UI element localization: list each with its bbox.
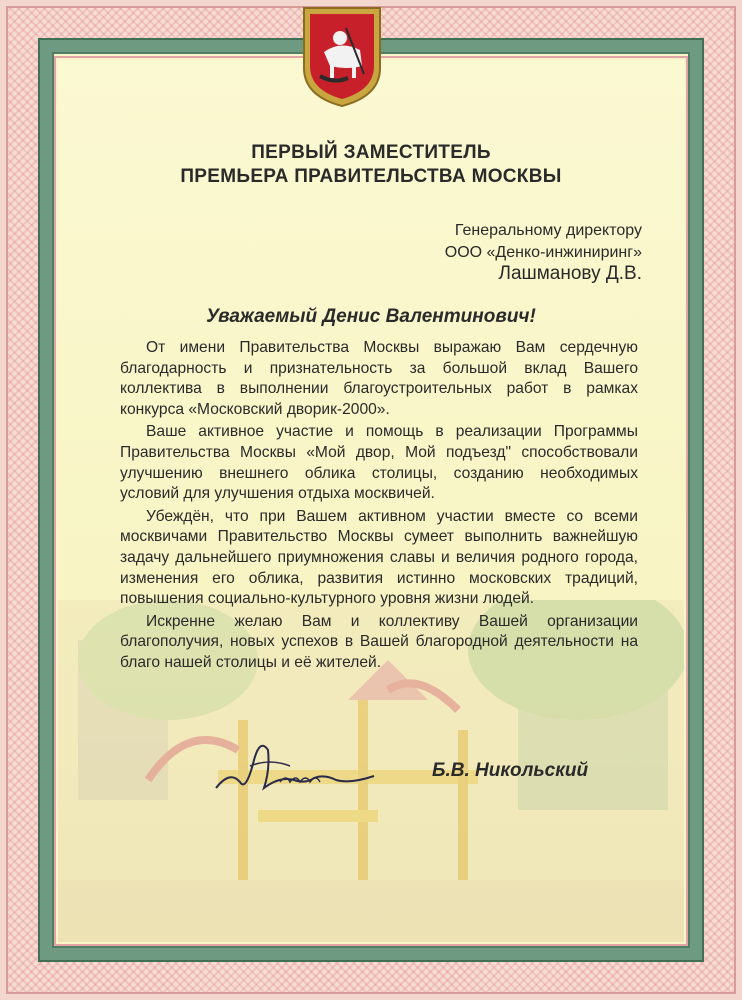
page-title-line1: ПЕРВЫЙ ЗАМЕСТИТЕЛЬ [251,142,491,163]
handwritten-signature [210,730,380,810]
signer-name: Б.В. Никольский [432,760,589,781]
body-paragraph: Убеждён, что при Вашем активном участии вместе со всеми москвичами Правительство Москвы сумеет выполнить важнейшую задачу дальнейшего приумножения славы и величия родного города, изменения его облика, развития истинно московских традиций, повышения социально-культурного уровня жизни людей. [120,507,638,608]
body-paragraph: От имени Правительства Москвы выражаю Вам сердечную благодарность и признательность за большой вклад Вашего коллектива в выполнении благоустроительных работ в рамках конкурса «Московский дворик-2000». [120,339,638,418]
body-paragraph: Искренне желаю Вам и коллективу Вашей организации благополучия, новых успехов в Вашей благородной деятельности на благо нашей столицы и её жителей. [120,612,638,671]
salutation: Уважаемый Денис Валентинович! [206,306,536,327]
letter-body [120,338,638,676]
page-title-line2: ПРЕМЬЕРА ПРАВИТЕЛЬСТВА МОСКВЫ [180,166,562,187]
addressee-name: Лашманову Д.В. [498,263,642,284]
addressee-position: Генеральному директору [454,222,642,239]
addressee-company: ООО «Денко-инжиниринг» [444,244,642,261]
moscow-coat-of-arms-emblem [300,4,384,108]
body-paragraph: Ваше активное участие и помощь в реализации Программы Правительства Москвы «Мой двор, Мой подъезд" способствовали улучшению внешнего облика столицы, созданию необходимых условий для улучшения отдыха москвичей. [120,423,638,503]
